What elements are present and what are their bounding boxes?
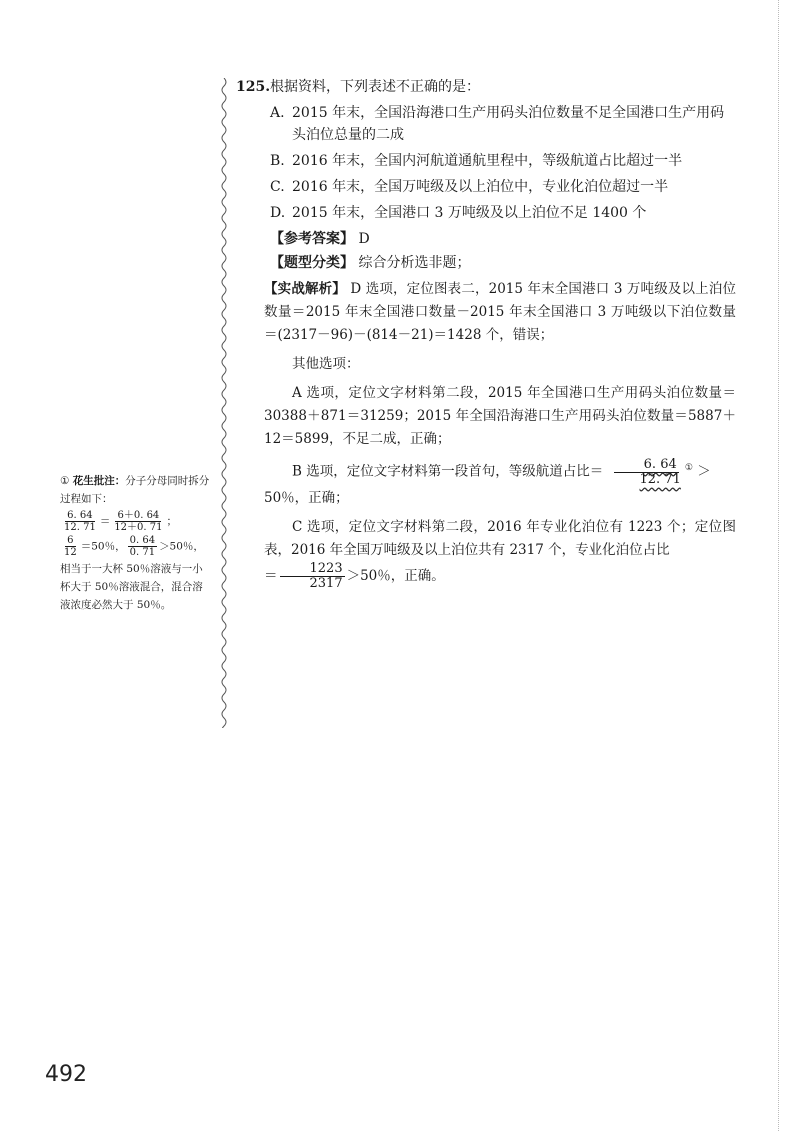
equals-sign: ＝ [99, 515, 111, 528]
analysis-others: 其他选项： [292, 356, 360, 372]
fraction-side-2 [112, 510, 164, 533]
analysis-tag: 【实战解析】 [264, 281, 346, 297]
analysis-c-text: C 选项，定位文字材料第二段，2016 年专业化泊位有 1223 个；定位图表，2016 年全国万吨级及以上泊位共有 2317 个，专业化泊位占比 [264, 518, 736, 558]
analysis-block [264, 278, 736, 591]
option-a [270, 102, 736, 146]
fraction-numerator: 6. 64 [67, 510, 93, 521]
fraction-numerator: 1223 [280, 562, 345, 577]
option-d [270, 202, 736, 224]
analysis-d-text: D 选项，定位图表二，2015 年末全国港口 3 万吨级及以上泊位数量＝2015 年末全国港口数量－2015 年末全国港口 3 万吨级以下泊位数量＝(2317－96)－(814－21)＝1428 个，错误； [264, 281, 737, 343]
fraction-numerator: 6＋0. 64 [117, 510, 160, 521]
fraction-denominator: 12. 71 [639, 471, 681, 487]
category-tag: 【题型分类】 [270, 255, 354, 271]
side-note-formula-1 [60, 510, 210, 533]
analysis-a: A 选项，定位文字材料第二段，2015 年全国港口生产用码头泊位数量＝30388＋871＝31259；2015 年全国沿海港口生产用码头泊位数量＝5887＋12＝5899，不足二成，正确； [264, 385, 736, 447]
side-note-mark: ① [60, 475, 70, 487]
analysis-d [264, 278, 736, 347]
page-edge-dots [778, 0, 781, 1131]
analysis-b [264, 457, 736, 510]
option-c [270, 176, 736, 198]
fraction-side-4 [128, 535, 157, 558]
answer-tag: 【参考答案】 [270, 231, 354, 247]
option-letter: D. [270, 205, 286, 221]
side-note-mid: ＝50％， [80, 540, 126, 553]
footnote-mark: ① [684, 463, 693, 473]
wavy-divider [218, 78, 230, 728]
answer-value: D [358, 231, 370, 247]
fraction-denominator: 12 [64, 547, 77, 558]
option-text: 2016 年末，全国内河航道通航里程中，等级航道占比超过一半 [292, 153, 683, 169]
option-letter: A. [270, 105, 285, 121]
question-number: 125. [236, 79, 271, 95]
option-text: 2015 年末，全国港口 3 万吨级及以上泊位不足 1400 个 [292, 205, 647, 221]
fraction-denominator: 12＋0. 71 [114, 522, 163, 533]
side-note-conclusion: 相当于一大杯 50％溶液与一小杯大于 50％溶液混合，混合溶液浓度必然大于 50％。 [60, 563, 203, 611]
page-number: 492 [45, 1062, 87, 1087]
analysis-b-suffix: ＞ [697, 463, 711, 480]
category-value: 综合分析选非题； [358, 255, 471, 271]
option-text: 2015 年末，全国沿海港口生产用码头泊位数量不足全国港口生产用码头泊位总量的二成 [292, 105, 725, 143]
analysis-c-eq: ＝ [264, 567, 278, 584]
fraction-denominator: 2317 [309, 575, 343, 591]
fraction-numerator: 6 [67, 535, 74, 546]
option-list [270, 102, 736, 224]
fraction-denominator: 12. 71 [64, 522, 96, 533]
option-b [270, 150, 736, 172]
main-column [236, 76, 736, 597]
side-note-end: ＞50％， [159, 540, 204, 553]
category-line [270, 252, 736, 274]
option-text: 2016 年末，全国万吨级及以上泊位中，专业化泊位超过一半 [292, 179, 669, 195]
side-note [60, 470, 210, 616]
semicolon: ； [166, 515, 177, 528]
fraction-numerator: 6. 64 [614, 458, 679, 473]
fraction-side-1 [62, 510, 98, 533]
option-letter: C. [270, 179, 285, 195]
fraction-c [280, 562, 345, 591]
question-text: 根据资料，下列表述不正确的是： [270, 79, 480, 95]
fraction-numerator: 0. 64 [129, 535, 156, 546]
side-note-header [60, 472, 210, 508]
analysis-b-prefix: B 选项，定位文字材料第一段首句，等级航道占比＝ [292, 463, 604, 480]
fraction-b [610, 458, 683, 487]
question-stem [236, 76, 736, 98]
analysis-c-tail: ＞50％，正确。 [346, 567, 445, 584]
side-note-title: 花生批注： [72, 475, 126, 487]
analysis-c [264, 516, 736, 591]
analysis-b-tail: 50％，正确； [264, 489, 349, 506]
side-note-intro: 分子分母同时拆分过程如下： [60, 475, 210, 505]
fraction-side-3 [62, 535, 79, 558]
answer-line [270, 228, 736, 250]
fraction-denominator: 0. 71 [129, 547, 156, 558]
side-note-formula-2 [60, 535, 210, 558]
option-letter: B. [270, 153, 285, 169]
